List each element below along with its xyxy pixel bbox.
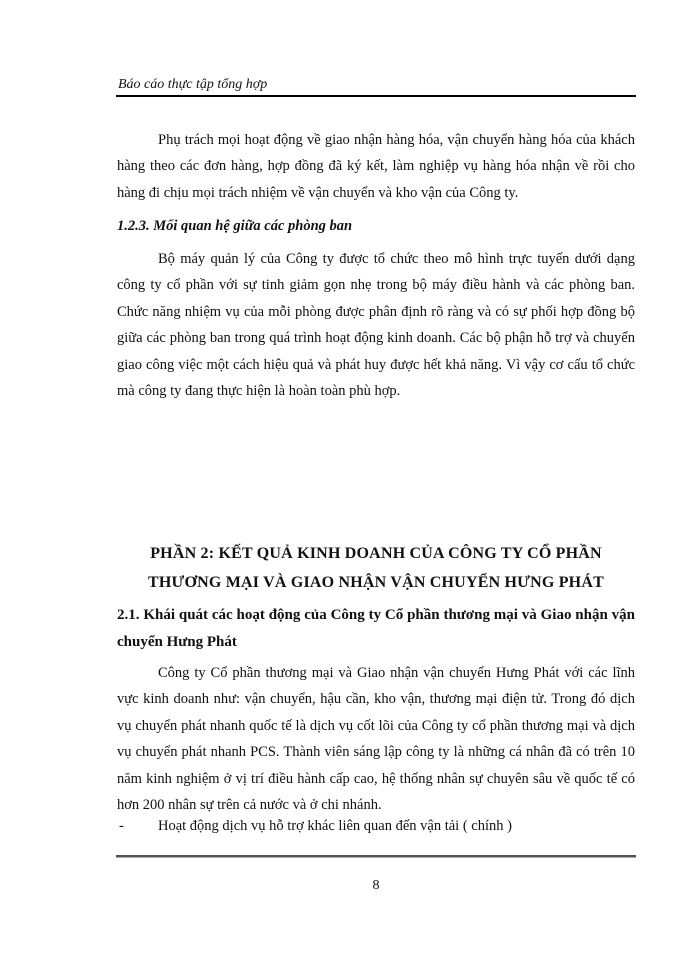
paragraph-responsibilities: Phụ trách mọi hoạt động về giao nhận hàng hóa, vận chuyển hàng hóa của khách hàng theo các đơn hàng, hợp đồng đã ký kết, làm nghiệp vụ hàng hóa nhận về rồi cho hàng đi chịu mọi trách nhiệm về vận chuyển và kho vận của Công ty. <box>117 132 635 201</box>
section-heading-2-1: 2.1. Khái quát các hoạt động của Công ty Cổ phần thương mại và Giao nhận vận chuyển Hưng Phát <box>117 607 635 650</box>
running-header: Báo cáo thực tập tổng hợp <box>118 77 268 92</box>
header-rule <box>116 95 636 97</box>
section-heading-1-2-3: 1.2.3. Mối quan hệ giữa các phòng ban <box>117 218 353 234</box>
part-2-title-line-2: THƯƠNG MẠI VÀ GIAO NHẬN VẬN CHUYỂN HƯNG PHÁT <box>148 574 604 591</box>
bullet-dash: - <box>119 818 124 834</box>
paragraph-management-structure: Bộ máy quản lý của Công ty được tổ chức theo mô hình trực tuyến dưới dạng công ty cổ phần với sự tinh giảm gọn nhẹ trong bộ máy điều hành và các phòng ban. Chức năng nhiệm vụ của mỗi phòng được phân định rõ ràng và có sự phối hợp đồng bộ giữa các phòng ban trong quá trình hoạt động kinh doanh. Các bộ phận hỗ trợ và chuyển giao công việc một cách hiệu quả và phát huy được hết khả năng. Vì vậy cơ cấu tổ chức mà công ty đang thực hiện là hoàn toàn phù hợp. <box>117 251 635 400</box>
bullet-text: Hoạt động dịch vụ hỗ trợ khác liên quan đến vận tải ( chính ) <box>158 818 512 834</box>
page-number: 8 <box>372 878 380 893</box>
part-2-title-line-1: PHẦN 2: KẾT QUẢ KINH DOANH CỦA CÔNG TY CỔ PHẦN <box>150 545 602 562</box>
footer-rule <box>116 855 636 858</box>
paragraph-company-overview: Công ty Cổ phần thương mại và Giao nhận vận chuyển Hưng Phát với các lĩnh vực kinh doanh như: vận chuyển, hậu cần, kho vận, thương mại điện tử. Trong đó dịch vụ chuyển phát nhanh quốc tế là dịch vụ cốt lõi của Công ty cổ phần thương mại và dịch vụ chuyển phát nhanh PCS. Thành viên sáng lập công ty là những cá nhân đã có trên 10 năm kinh nghiệm ở vị trí điều hành cấp cao, hệ thống nhân sự chuyên sâu về quốc tế có hơn 200 nhân sự trên cả nước và ở chi nhánh. <box>117 665 635 814</box>
